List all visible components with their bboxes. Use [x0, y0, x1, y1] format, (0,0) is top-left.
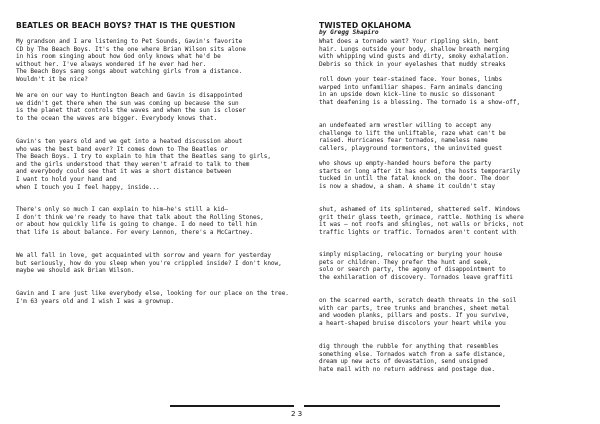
left-paragraph-5: We all fall in love, get acquainted with sorrow and yearn for yesterday but seriously, how do you sleep when you're crippled inside? I don't know, maybe we should ask Brian Wilson. — [16, 252, 282, 275]
left-paragraph-1: My grandson and I are listening to Pet Sounds, Gavin's favorite CD by The Beach Boys. It's the one where Brian Wilson sits alone in his room singing about how God only knows what he'd be without her. I've always wondered if he ever had her. The Beach Boys sang songs about watching girls from a distance. Wouldn't it be nice? — [16, 38, 246, 83]
left-paragraph-2: We are on our way to Huntington Beach and Gavin is disappointed we didn't get there when the sun was coming up because the sun is the planet that controls the waves and when the sun is closer to the ocean the waves are bigger. Everybody knows that. — [16, 92, 246, 122]
right-stanza-1: What does a tornado want? Your rippling skin, bent hair. Lungs outside your body, shallow breath merging with whipping wind gusts and dirty, smoky exhalation. Debris so thick in your eyelashes that muddy streaks — [319, 38, 510, 68]
right-stanza-4: who shows up empty-handed hours before the party starts or long after it has ended, the hosts temporarily tucked in until the fatal knock on the door. The door is now a shadow, a sham. A shame it couldn't stay — [319, 160, 521, 190]
poem-title-right: TWISTED OKLAHOMA — [319, 21, 412, 30]
right-stanza-7: on the scarred earth, scratch death threats in the soil with car parts, tree trunks and branches, sheet metal and wooden planks, pillars and posts. If you survive, a heart-shaped bruise discolors your heart while you — [319, 297, 517, 327]
footer-rule-left — [170, 405, 294, 407]
left-paragraph-6: Gavin and I are just like everybody else, looking for our place on the tree. I'm 63 years old and I wish I was a grownup. — [16, 290, 289, 305]
poem-title-left: BEATLES OR BEACH BOYS? THAT IS THE QUESTION — [16, 21, 236, 30]
left-paragraph-4: There's only so much I can explain to him—he's still a kid— I don't think we're ready to have that talk about the Rolling Stones, or about how quickly life is going to change. I do need to tell him that life is about balance. For every Lennon, there's a McCartney. — [16, 206, 264, 236]
left-paragraph-3: Gavin's ten years old and we get into a heated discussion about who was the best band ever? It comes down to The Beatles or The Beach Boys. I try to explain to him that the Beatles sang to girls, and the girls understood that they weren't afraid to talk to them and everybody could see that it was a short distance between I want to hold your hand and when I touch you I feel happy, inside... — [16, 138, 271, 191]
right-stanza-3: an undefeated arm wrestler willing to accept any challenge to lift the unliftable, raze what can't be raised. Hurricanes fear tornados, nameless name callers, playground tormentors, the uninvited guest — [319, 122, 506, 152]
right-stanza-5: shut, ashamed of its splintered, shattered self. Windows grit their glass teeth, grimace, rattle. Nothing is where it was – not roofs and shingles, not walls or bricks, not traffic lights or traffic. Tornados aren't content with — [319, 206, 524, 236]
byline: by Gregg Shapiro — [319, 29, 379, 36]
footer-rule-right — [304, 405, 500, 407]
right-stanza-2: roll down your tear-stained face. Your bones, limbs warped into unfamiliar shapes. Farm animals dancing in an upside down kick-line to music so dissonant that deafening is a blessing. The tornado is a show-off, — [319, 76, 521, 106]
right-stanza-6: simply misplacing, relocating or burying your house pets or children. They prefer the hunt and seek, solo or search party, the agony of disappointment to the exhilaration of discovery. Tornados leave graffiti — [319, 251, 513, 281]
right-page — [300, 0, 600, 424]
right-stanza-8: dig through the rubble for anything that resembles something else. Tornados watch from a safe distance, dream up new acts of devastation, send unsigned hate mail with no return address and postage due. — [319, 343, 506, 373]
page-number: 23 — [291, 409, 305, 418]
